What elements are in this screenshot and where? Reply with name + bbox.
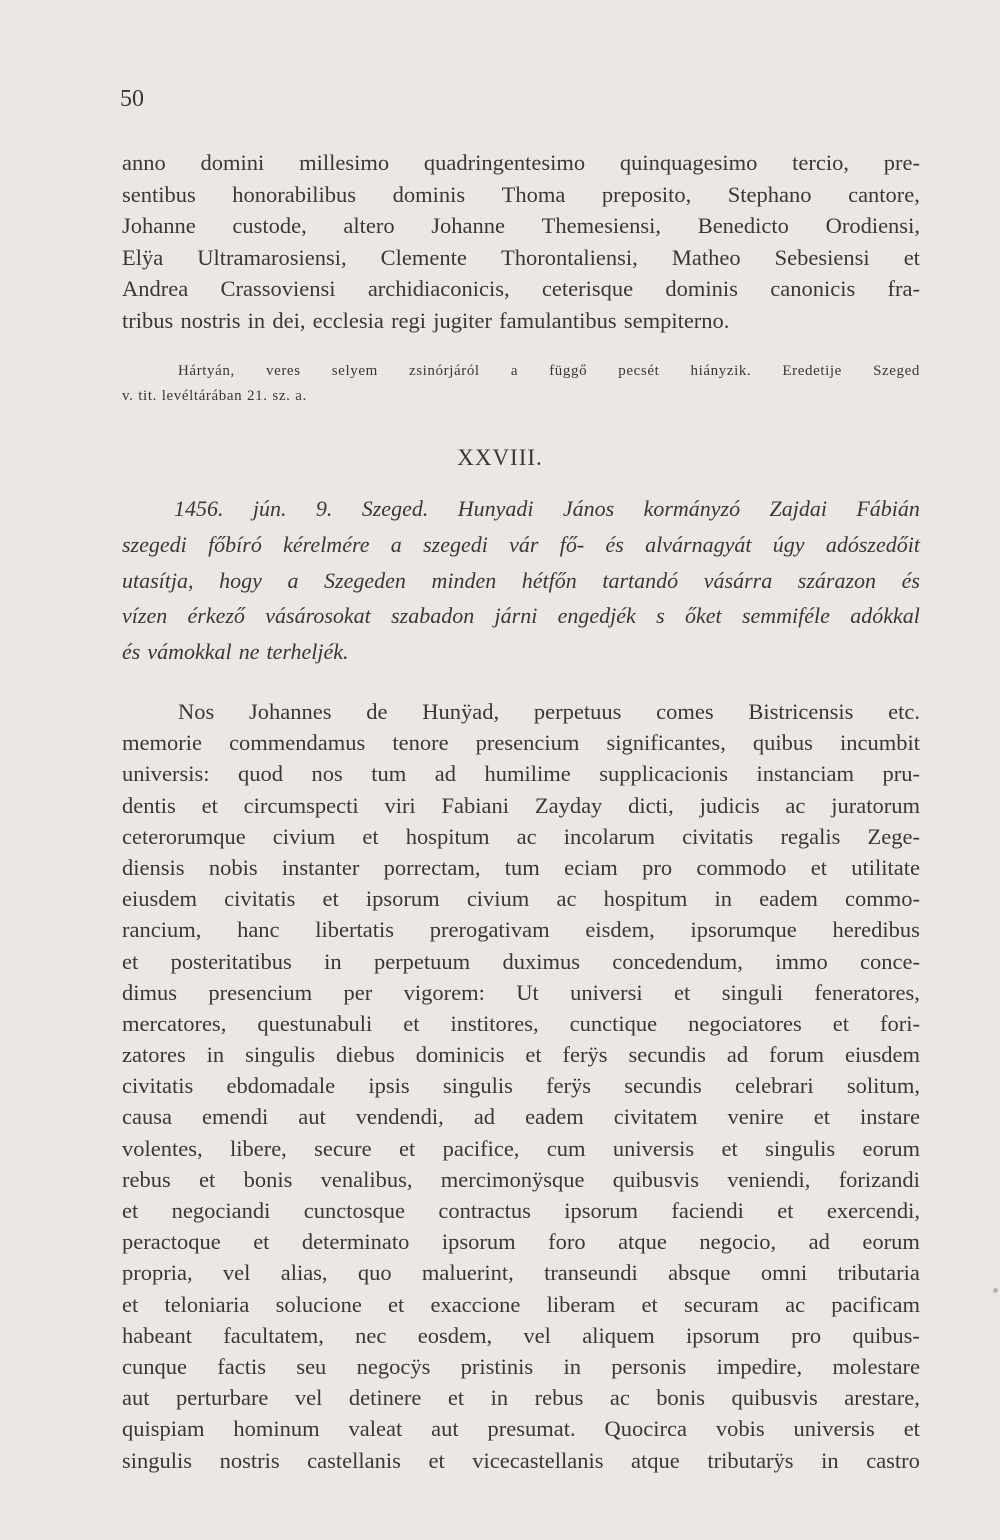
text-line: causa emendi aut vendendi, ad eadem civitatem venire et instare [122,1104,920,1130]
scan-speck [993,1288,998,1293]
text-line: rebus et bonis venalibus, mercimonÿsque quibusvis veniendi, forizandi [122,1166,920,1192]
text-line: sentibus honorabilibus dominis Thoma preposito, Stephano cantore, [122,181,920,207]
text-line: utasítja, hogy a Szegeden minden hétfőn tartandó vásárra szárazon és [122,567,920,593]
text-line: tribus nostris in dei, ecclesia regi jugiter famulantibus sempiterno. [122,307,730,333]
text-line: dimus presencium per vigorem: Ut universi et singuli feneratores, [122,979,920,1005]
text-line: universis: quod nos tum ad humilime supplicacionis instanciam pru- [122,761,920,787]
text-line: zatores in singulis diebus dominicis et ferÿs secundis ad forum eiusdem [122,1042,920,1068]
text-line: quispiam hominum valeat aut presumat. Quocirca vobis universis et [122,1416,920,1442]
text-line: Hártyán, veres selyem zsinórjáról a függő pecsét hiányzik. Eredetije Szeged [178,363,920,379]
text-line: et negociandi cunctosque contractus ipsorum faciendi et exercendi, [122,1198,920,1223]
text-line: et posteritatibus in perpetuum duximus concedendum, immo conce- [122,948,920,974]
text-line: ceterorumque civium et hospitum ac incolarum civitatis regalis Zege- [122,823,920,849]
page-number: 50 [120,86,144,112]
text-line: eiusdem civitatis et ipsorum civium ac hospitum in eadem commo- [122,886,920,912]
text-line: dentis et circumspecti viri Fabiani Zayday dicti, judicis ac juratorum [122,792,920,818]
text-line: civitatis ebdomadale ipsis singulis ferÿs secundis celebrari solitum, [122,1073,920,1099]
text-line: mercatores, questunabuli et institores, cunctique negociatores et fori- [122,1010,920,1036]
text-line: diensis nobis instanter porrectam, tum eciam pro commodo et utilitate [122,854,920,880]
text-line: singulis nostris castellanis et vicecastellanis atque tributarÿs in castro [122,1447,920,1473]
text-line: cunque factis seu negocÿs pristinis in personis impedire, molestare [122,1353,920,1379]
text-line: habeant facultatem, nec eosdem, vel aliquem ipsorum pro quibus- [122,1322,920,1348]
text-line: et teloniaria solucione et exaccione liberam et securam ac pacificam [122,1291,920,1317]
text-line: propria, vel alias, quo maluerint, transeundi absque omni tributaria [122,1260,920,1286]
text-line: 1456. jún. 9. Szeged. Hunyadi János kormányzó Zajdai Fábián [174,496,920,521]
text-line: Elÿa Ultramarosiensi, Clemente Thorontaliensi, Matheo Sebesiensi et [122,244,920,270]
text-line: memorie commendamus tenore presencium significantes, quibus incumbit [122,730,920,756]
text-line: Nos Johannes de Hunÿad, perpetuus comes Bistricensis etc. [178,699,920,724]
document-summary [122,496,920,675]
text-line: szegedi főbíró kérelmére a szegedi vár fő- és alvárnagyát úgy adószedőit [122,531,920,557]
paragraph-1 [122,150,920,340]
text-line: vízen érkező vásárosokat szabadon járni engedjék s őket semmiféle adókkal [122,603,920,629]
text-line: volentes, libere, secure et pacifice, cum universis et singulis eorum [122,1135,920,1161]
archival-note [122,363,920,413]
text-line: rancium, hanc libertatis prerogativam eisdem, ipsorumque heredibus [122,917,920,943]
text-line: anno domini millesimo quadringentesimo quinquagesimo tercio, pre- [122,150,920,175]
paragraph-2 [122,699,920,1479]
text-line: Andrea Crassoviensi archidiaconicis, ceterisque dominis canonicis fra- [122,276,920,302]
text-line: és vámokkal ne terheljék. [122,639,349,665]
text-line: Johanne custode, altero Johanne Themesiensi, Benedicto Orodiensi, [122,213,920,239]
text-line: peractoque et determinato ipsorum foro atque negocio, ad eorum [122,1229,920,1255]
text-line: aut perturbare vel detinere et in rebus ac bonis quibusvis arestare, [122,1385,920,1411]
document-heading: XXVIII. [457,445,543,470]
text-line: v. tit. levéltárában 21. sz. a. [122,388,307,404]
